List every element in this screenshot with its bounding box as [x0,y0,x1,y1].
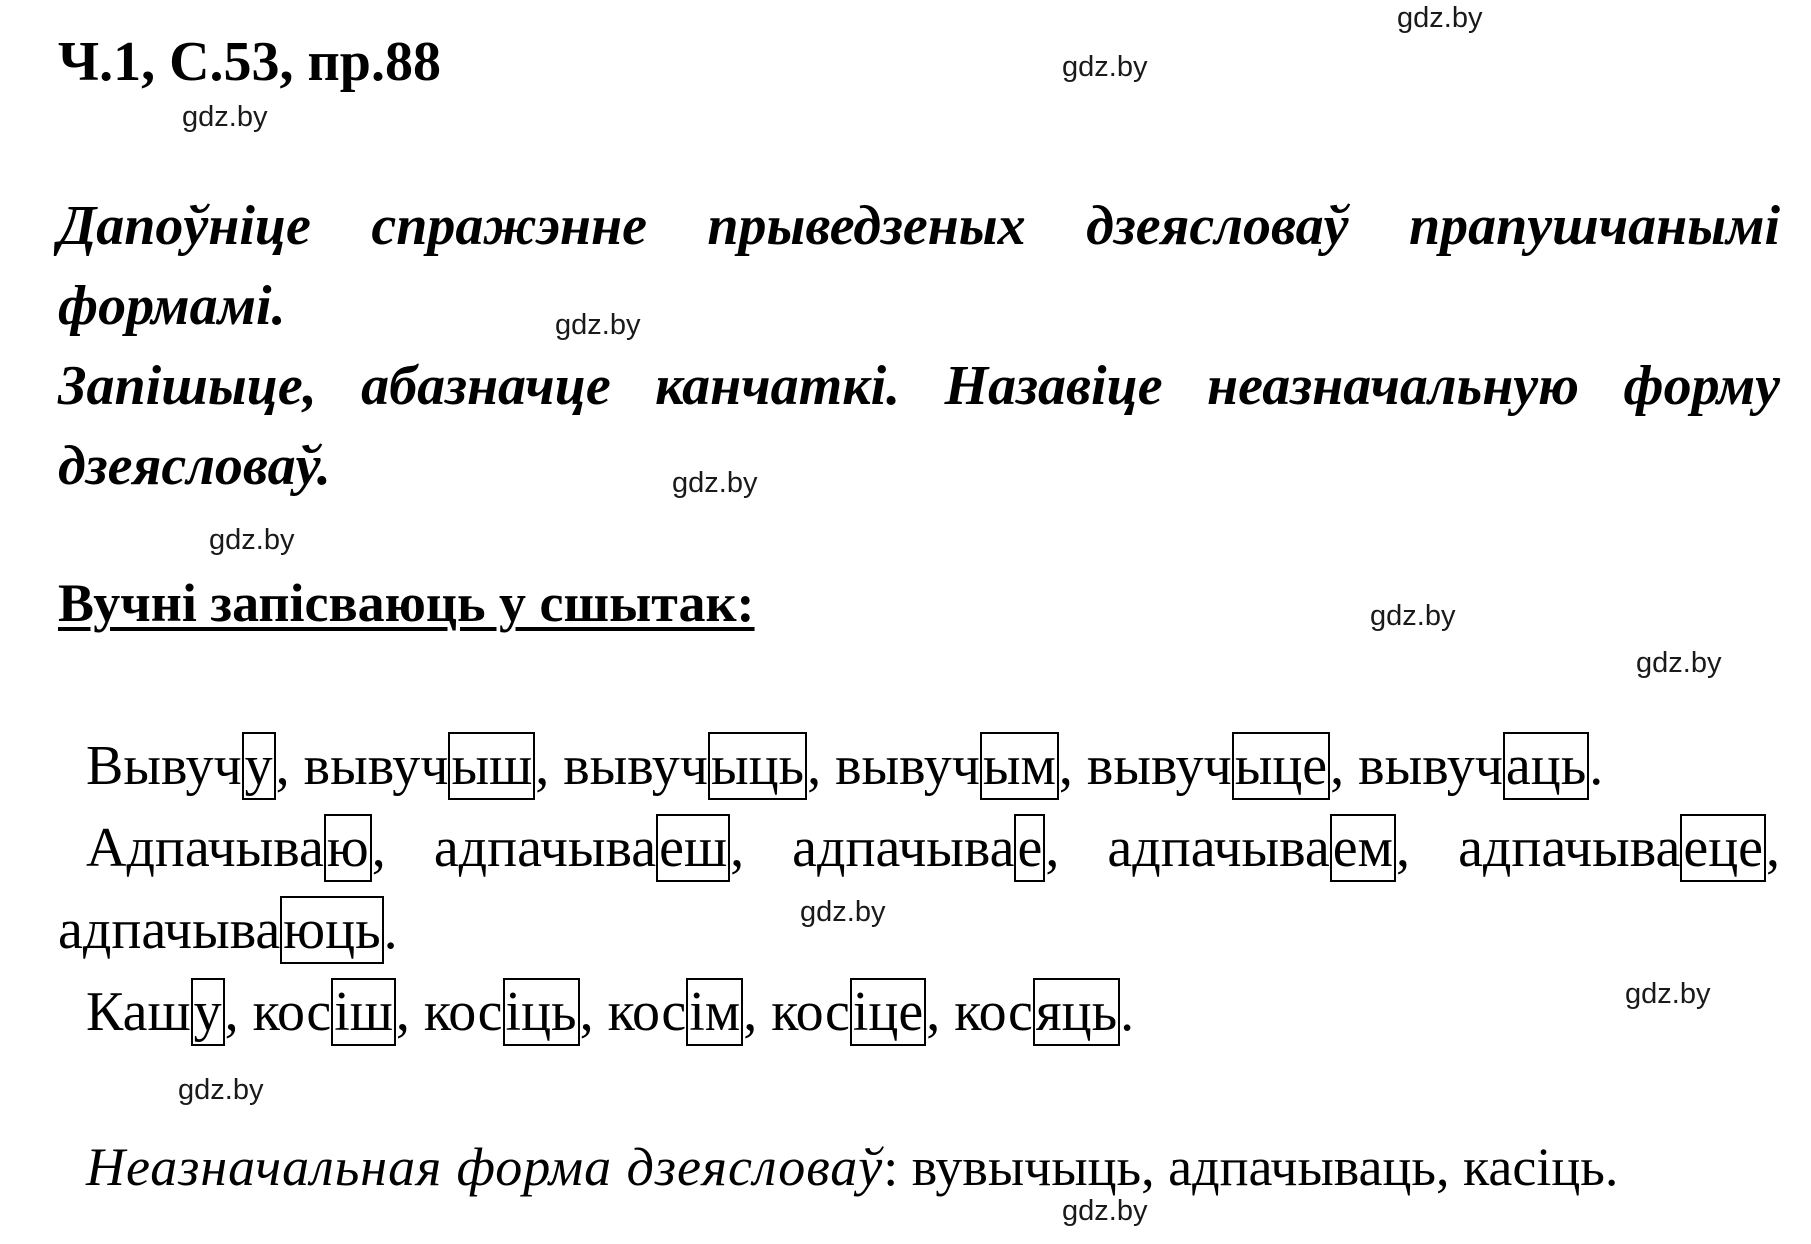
verb-form [1107,817,1396,879]
task-paragraph-2: Запішыце, абазначце канчаткі. Назавіце неазначальную форму дзеясловаў. [58,355,1780,497]
verb-stem: адпачыва [1107,817,1330,879]
verb-ending-box: еш [656,814,730,882]
verb-form [58,899,384,961]
verb-form [563,735,807,797]
verb-stem: вывуч [1086,735,1232,797]
section-heading: Вучні запісваюць у сшытак: [58,573,755,633]
verb-ending-box: аць [1503,732,1589,800]
verb-stem: адпачыва [433,817,657,879]
verb-ending-box: у [242,732,276,800]
verb-form [253,981,396,1043]
verb-stem: Адпачыва [86,817,324,879]
verb-stem: вывуч [1358,735,1503,797]
verb-form [835,735,1059,797]
watermark: gdz.by [1370,600,1456,632]
verb-ending-box: іць [503,978,580,1046]
verb-stem: вывуч [835,735,980,797]
verb-stem: кос [252,981,332,1043]
verb-stem: кос [423,981,503,1043]
exercise-block [58,725,1780,807]
verb-ending-box: ім [686,978,743,1046]
verb-form [86,817,372,879]
watermark: gdz.by [800,896,886,928]
verb-stem: вывуч [303,735,449,797]
exercise-line-4: Кашу, косіш, косіць, косім, косіце, косяць. [58,971,1780,1053]
verb-stem: вывуч [563,735,708,797]
watermark: gdz.by [209,524,295,556]
verb-stem: адпачыва [792,817,1015,879]
page-title: Ч.1, С.53, пр.88 [58,31,441,93]
verb-ending-box: ыць [708,732,807,800]
verb-ending-box: іце [850,978,926,1046]
task-paragraph-1: Дапоўніце спражэнне прыведзеных дзеясловаў прапушчанымі формамі. [58,195,1780,337]
verb-ending-box: е [1014,814,1045,882]
verb-form [608,981,744,1043]
watermark: gdz.by [182,101,268,133]
verb-ending-box: ым [980,732,1059,800]
definition-label: Неазначальная форма дзеясловаў [86,1137,884,1197]
verb-stem: адпачыва [58,899,281,961]
watermark: gdz.by [555,309,641,341]
exercise-line-2: Адпачываю, адпачываеш, адпачывае, адпачываем, адпачываеце, [58,807,1780,889]
definition-colon: : [883,1137,899,1197]
verb-form [792,817,1045,879]
verb-form [86,735,276,797]
watermark: gdz.by [1062,1195,1148,1227]
definition-value: вувычыць, адпачываць, касіць. [898,1137,1619,1197]
verb-ending-box: юць [280,896,383,964]
verb-ending-box: ыш [448,732,535,800]
verb-stem: адпачыва [1458,817,1681,879]
verb-ending-box: у [191,978,225,1046]
verb-ending-box: ю [324,814,372,882]
verb-ending-box: ыце [1232,732,1330,800]
definition-line [86,1136,1618,1198]
watermark: gdz.by [672,467,758,499]
verb-form [954,981,1120,1043]
watermark: gdz.by [178,1074,264,1106]
exercise-line-2-wrap [58,807,1780,889]
exercise-line-3: адпачываюць. [58,889,1780,971]
watermark: gdz.by [1062,51,1148,83]
verb-ending-box: ем [1330,814,1396,882]
verb-stem: Каш [86,981,191,1043]
verb-stem: кос [771,981,850,1043]
verb-form [1458,817,1766,879]
verb-stem: Вывуч [86,735,242,797]
exercise-line-3-wrap [58,889,1780,971]
exercise-line-4-wrap [58,971,1780,1053]
verb-ending-box: яць [1033,978,1120,1046]
verb-form [771,981,926,1043]
verb-form [1358,735,1589,797]
verb-form [304,735,536,797]
verb-ending-box: еце [1680,814,1766,882]
verb-form [434,817,730,879]
verb-form [86,981,225,1043]
verb-form [424,981,580,1043]
verb-form [1087,735,1330,797]
watermark: gdz.by [1636,647,1722,679]
verb-stem: кос [607,981,687,1043]
verb-stem: кос [954,981,1033,1043]
watermark: gdz.by [1625,978,1711,1010]
exercise-line-1: Вывучу, вывучыш, вывучыць, вывучым, вывучыце, вывучаць. [58,725,1780,807]
watermark: gdz.by [1397,2,1483,34]
verb-ending-box: іш [331,978,396,1046]
